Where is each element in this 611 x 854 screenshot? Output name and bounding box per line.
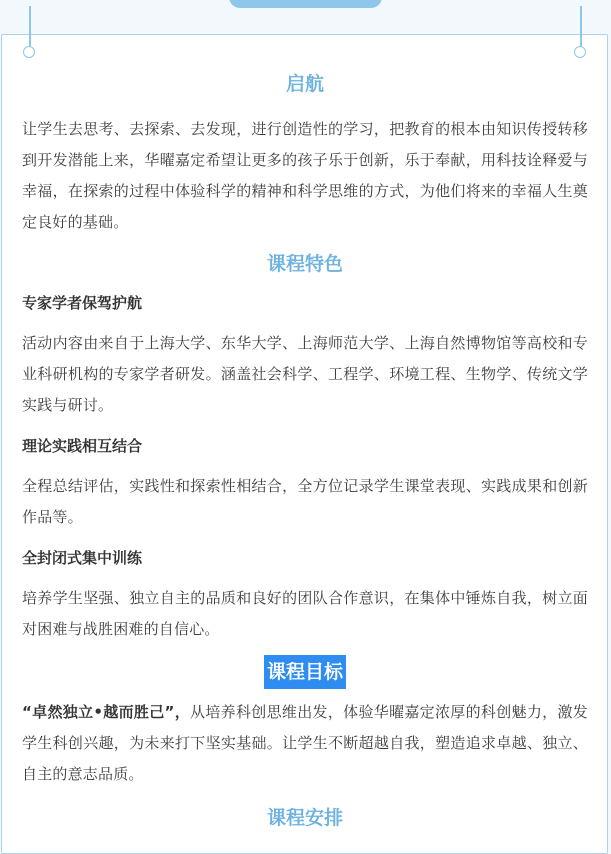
- qihang-paragraph: 让学生去思考、去探索、去发现，进行创造性的学习，把教育的根本由知识传授转移到开发潜能上来，华曜嘉定希望让更多的孩子乐于创新，乐于奉献，用科技诠释爱与幸福，在探索的过程中体验科学的精神和科学思维的方式，为他们将来的幸福人生奠定良好的基础。: [22, 120, 588, 231]
- article-content: [22, 70, 588, 832]
- feature-subtitle-experts: 专家学者保驾护航: [22, 294, 143, 312]
- left-hanger-ring-icon: [23, 46, 35, 58]
- section-title-goals: 课程目标: [264, 655, 346, 689]
- section-title-qihang: 启航: [285, 73, 324, 95]
- feature-subtitle-closed-training: 全封闭式集中训练: [22, 549, 143, 567]
- right-hanger-line: [580, 6, 582, 46]
- right-hanger-ring-icon: [574, 46, 586, 58]
- top-tab-decoration: [229, 0, 382, 8]
- section-title-features: 课程特色: [266, 253, 343, 275]
- section-title-schedule: 课程安排: [266, 807, 343, 829]
- goals-slogan: “卓然独立•越而胜己”，: [22, 703, 191, 721]
- feature-subtitle-theory-practice: 理论实践相互结合: [22, 437, 143, 455]
- goals-paragraph: [22, 697, 588, 790]
- feature-body-experts: 活动内容由来自于上海大学、东华大学、上海师范大学、上海自然博物馆等高校和专业科研机构的专家学者研发。涵盖社会科学、工程学、环境工程、生物学、传统文学实践与研讨。: [22, 334, 588, 414]
- feature-body-closed-training: 培养学生坚强、独立自主的品质和良好的团队合作意识，在集体中锤炼自我，树立面对困难与战胜困难的自信心。: [22, 589, 588, 638]
- feature-body-theory-practice: 全程总结评估，实践性和探索性相结合，全方位记录学生课堂表现、实践成果和创新作品等。: [22, 477, 588, 526]
- left-hanger-line: [29, 6, 31, 46]
- goals-body: 从培养科创思维出发，体验华曜嘉定浓厚的科创魅力，激发学生科创兴趣，为未来打下坚实基础。让学生不断超越自我，塑造追求卓越、独立、自主的意志品质。: [22, 703, 588, 783]
- section-title-goals-wrap: [22, 655, 588, 689]
